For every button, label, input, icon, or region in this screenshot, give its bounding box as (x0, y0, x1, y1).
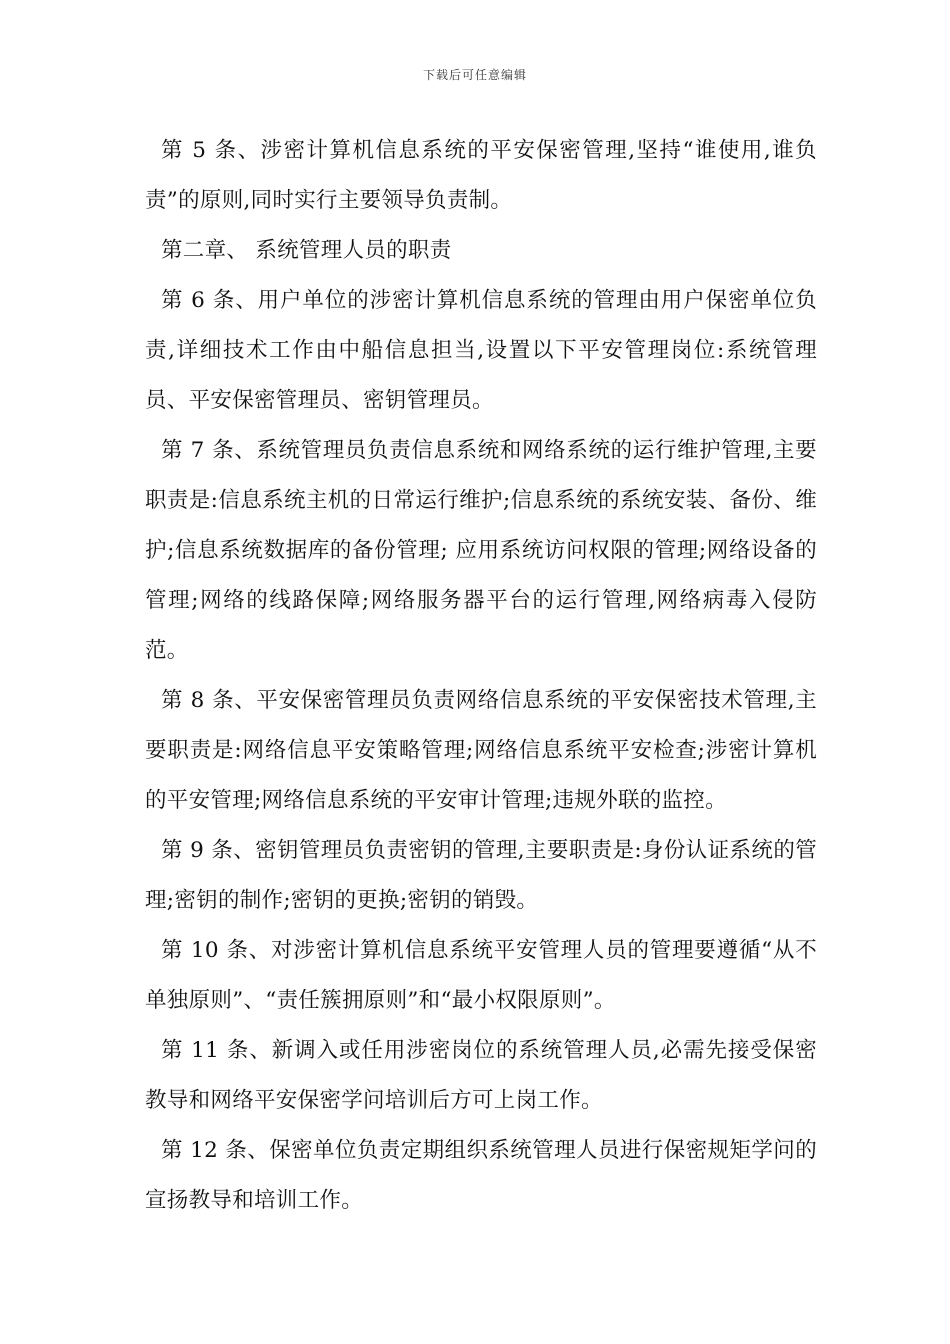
document-body (145, 126, 817, 1226)
article-12-paragraph: 第 12 条、保密单位负责定期组织系统管理人员进行保密规矩学问的宣扬教导和培训工作。 (145, 1138, 817, 1213)
article-10-paragraph: 第 10 条、对涉密计算机信息系统平安管理人员的管理要遵循“从不单独原则”、“责任簇拥原则”和“最小权限原则”。 (145, 938, 817, 1013)
article-7-paragraph: 第 7 条、系统管理员负责信息系统和网络系统的运行维护管理,主要职责是:信息系统主机的日常运行维护;信息系统的系统安装、备份、维护;信息系统数据库的备份管理; 应用系统访问权限的管理;网络设备的管理;网络的线路保障;网络服务器平台的运行管理,网络病毒入侵防范。 (145, 438, 817, 663)
article-6-paragraph: 第 6 条、用户单位的涉密计算机信息系统的管理由用户保密单位负责,详细技术工作由中船信息担当,设置以下平安管理岗位:系统管理员、平安保密管理员、密钥管理员。 (145, 288, 817, 413)
chapter-2-heading: 第二章、 系统管理人员的职责 (161, 238, 452, 263)
article-11-paragraph: 第 11 条、新调入或任用涉密岗位的系统管理人员,必需先接受保密教导和网络平安保密学问培训后方可上岗工作。 (145, 1038, 817, 1113)
article-5-paragraph: 第 5 条、涉密计算机信息系统的平安保密管理,坚持“谁使用,谁负责”的原则,同时实行主要领导负责制。 (145, 138, 817, 213)
article-8-paragraph: 第 8 条、平安保密管理员负责网络信息系统的平安保密技术管理,主要职责是:网络信息平安策略管理;网络信息系统平安检查;涉密计算机的平安管理;网络信息系统的平安审计管理;违规外联的监控。 (145, 688, 817, 813)
page-header: 下载后可任意编辑 (422, 68, 527, 82)
article-9-paragraph: 第 9 条、密钥管理员负责密钥的管理,主要职责是:身份认证系统的管理;密钥的制作;密钥的更换;密钥的销毁。 (145, 838, 817, 913)
